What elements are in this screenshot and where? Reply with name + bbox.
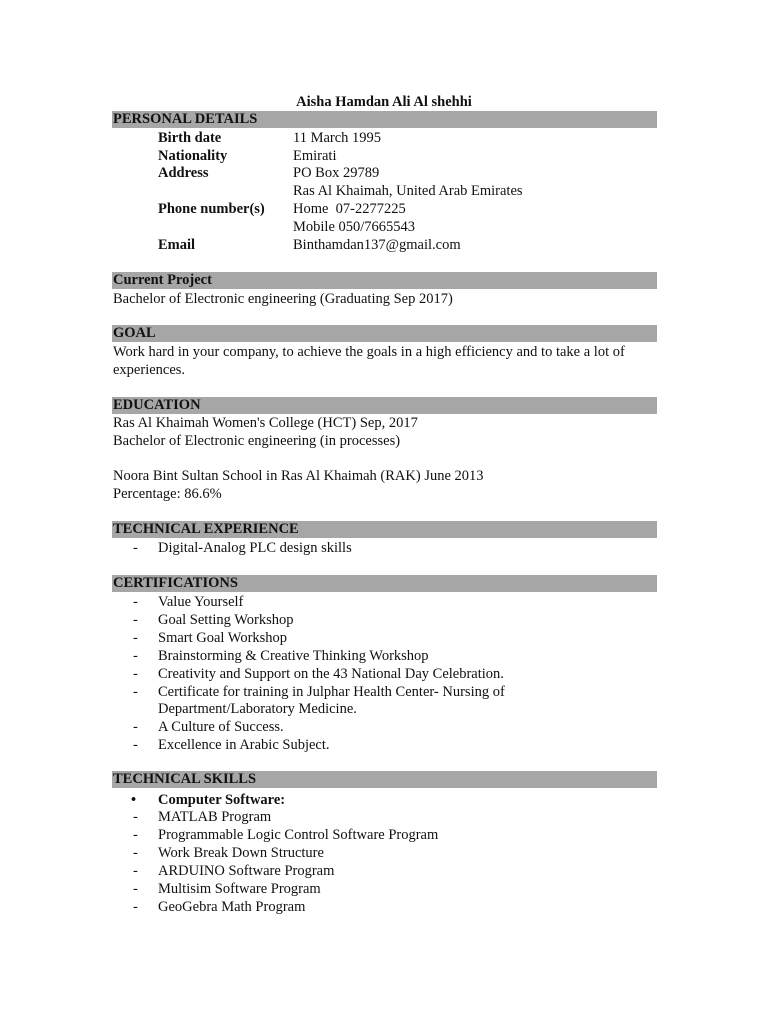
nationality-value: Emirati <box>293 148 337 164</box>
list-item: A Culture of Success. <box>158 719 284 735</box>
phone-home: Home 07-2277225 <box>293 201 406 217</box>
list-item: Goal Setting Workshop <box>158 612 294 628</box>
section-current-project: Current Project <box>112 272 657 289</box>
skills-subheading: Computer Software: <box>158 792 286 808</box>
list-item: MATLAB Program <box>158 809 272 825</box>
address-line-1: PO Box 29789 <box>293 165 380 181</box>
section-goal: GOAL <box>112 325 657 342</box>
list-item: ARDUINO Software Program <box>158 863 335 879</box>
birth-date-value: 11 March 1995 <box>293 130 382 146</box>
list-item: Certificate for training in Julphar Health Center- Nursing of <box>158 684 505 700</box>
resume-name: Aisha Hamdan Ali Al shehhi <box>296 94 472 110</box>
list-dash: - <box>133 809 138 825</box>
list-dash: - <box>133 845 138 861</box>
list-item: Multisim Software Program <box>158 881 321 897</box>
email-value: Binthamdan137@gmail.com <box>293 237 461 253</box>
list-dash: - <box>133 594 138 610</box>
address-label: Address <box>158 165 209 181</box>
bullet-icon: • <box>131 792 137 808</box>
list-item-continued: Department/Laboratory Medicine. <box>158 701 357 717</box>
list-dash: - <box>133 881 138 897</box>
list-dash: - <box>133 899 138 915</box>
education-line-4: Percentage: 86.6% <box>113 486 222 502</box>
phone-mobile: Mobile 050/7665543 <box>293 219 416 235</box>
goal-line-2: experiences. <box>113 362 186 378</box>
nationality-label: Nationality <box>158 148 228 164</box>
list-dash: - <box>133 666 138 682</box>
list-dash: - <box>133 540 138 556</box>
list-item: Creativity and Support on the 43 National Day Celebration. <box>158 666 504 682</box>
list-dash: - <box>133 863 138 879</box>
list-item: Programmable Logic Control Software Program <box>158 827 439 843</box>
goal-line-1: Work hard in your company, to achieve the goals in a high efficiency and to take a lot of <box>113 344 625 360</box>
section-education: EDUCATION <box>112 397 657 414</box>
list-item: Work Break Down Structure <box>158 845 324 861</box>
section-technical-skills: TECHNICAL SKILLS <box>112 771 657 788</box>
list-dash: - <box>133 612 138 628</box>
education-line-1: Ras Al Khaimah Women's College (HCT) Sep, 2017 <box>113 415 418 431</box>
current-project-text: Bachelor of Electronic engineering (Graduating Sep 2017) <box>113 291 453 307</box>
list-item: Digital-Analog PLC design skills <box>158 540 352 556</box>
list-dash: - <box>133 719 138 735</box>
email-label: Email <box>158 237 196 253</box>
list-dash: - <box>133 827 138 843</box>
list-item: GeoGebra Math Program <box>158 899 306 915</box>
section-technical-experience: TECHNICAL EXPERIENCE <box>112 521 657 538</box>
section-personal-details: PERSONAL DETAILS <box>112 111 657 128</box>
list-item: Excellence in Arabic Subject. <box>158 737 330 753</box>
list-item: Value Yourself <box>158 594 244 610</box>
list-dash: - <box>133 737 138 753</box>
list-dash: - <box>133 648 138 664</box>
list-item: Smart Goal Workshop <box>158 630 288 646</box>
list-dash: - <box>133 630 138 646</box>
education-line-3: Noora Bint Sultan School in Ras Al Khaimah (RAK) June 2013 <box>113 468 484 484</box>
list-item: Brainstorming & Creative Thinking Workshop <box>158 648 429 664</box>
education-line-2: Bachelor of Electronic engineering (in processes) <box>113 433 401 449</box>
list-dash: - <box>133 684 138 700</box>
address-line-2: Ras Al Khaimah, United Arab Emirates <box>293 183 523 199</box>
phone-label: Phone number(s) <box>158 201 265 217</box>
birth-date-label: Birth date <box>158 130 222 146</box>
section-certifications: CERTIFICATIONS <box>112 575 657 592</box>
